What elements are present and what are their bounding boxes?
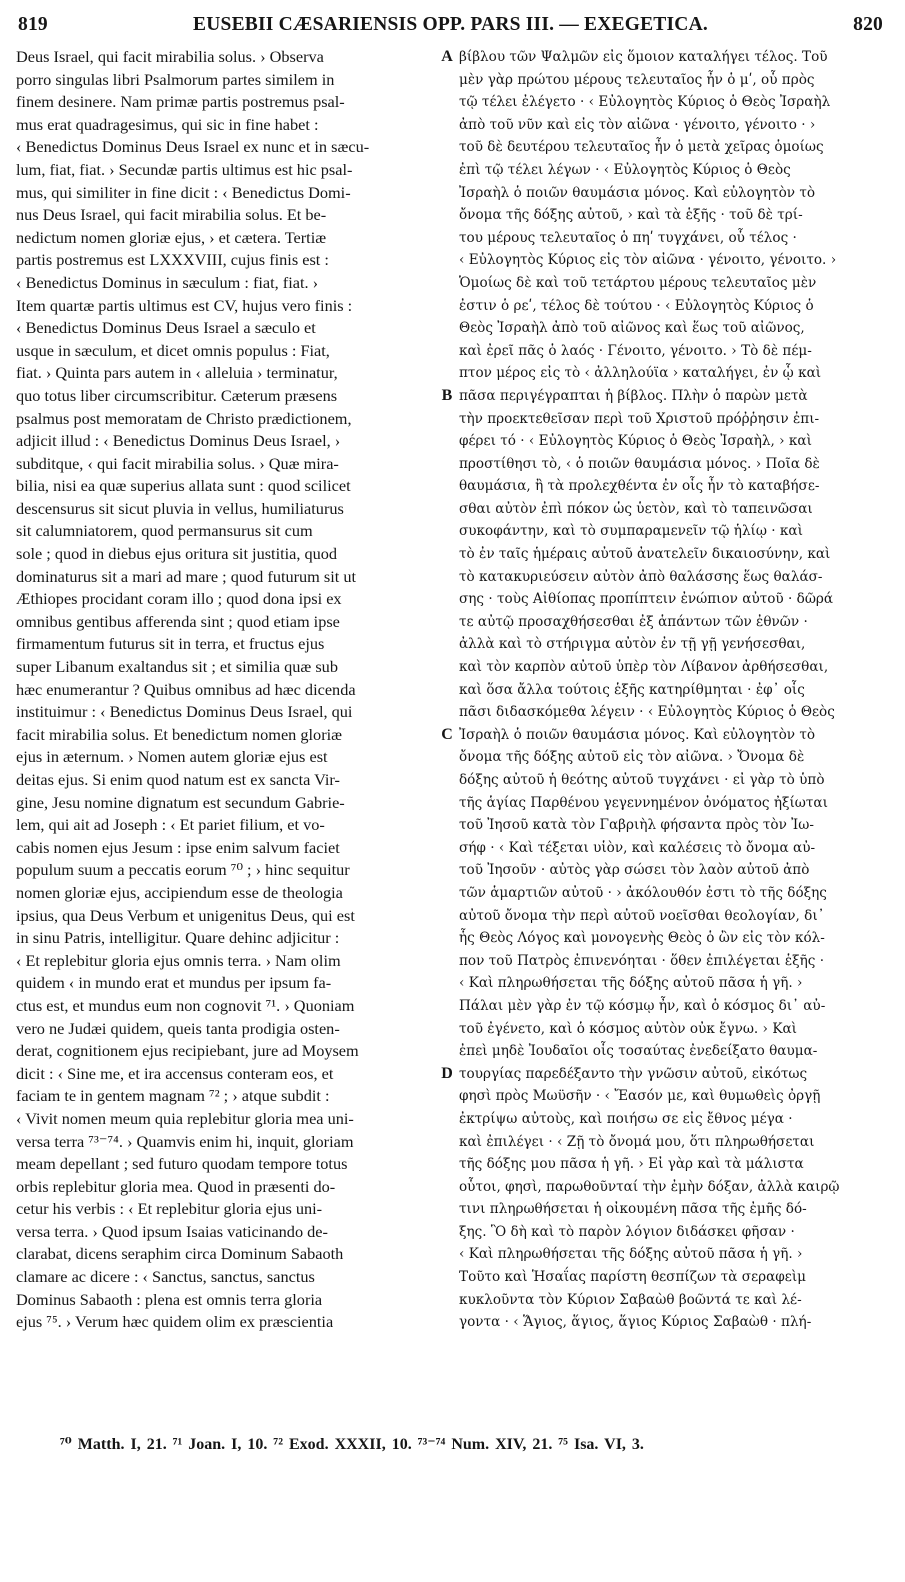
greek-text-line: ἐκτρίψω αὐτοὺς, καὶ ποιήσω σε εἰς ἔθνος μέγα · (459, 1110, 793, 1127)
latin-text-line: orbis replebitur gloria mea. Quod in præsenti do- (16, 1176, 336, 1196)
latin-text-line: ‹ Benedictus Dominus Deus Israel ex nunc et in sæcu- (16, 137, 370, 157)
latin-text-line: dicit : ‹ Sine me, et ira accensus conteram eos, et (16, 1063, 334, 1083)
section-marker: C (441, 726, 453, 743)
latin-text-line: meam depellant ; sed futuro quodam tempore totus (16, 1154, 348, 1174)
greek-text-line: καὶ ἐρεῖ πᾶς ὁ λαός · Γένοιτο, γένοιτο. › Τὸ δὲ πέμ- (459, 342, 812, 359)
latin-text-line: adjicit illud : ‹ Benedictus Dominus Deus Israel, › (16, 431, 341, 451)
latin-text-line: Item quartæ partis ultimus est CV, hujus vero finis : (16, 295, 353, 315)
greek-text-line: καὶ ἐπιλέγει · ‹ Ζῇ τὸ ὄνομά μου, ὅτι πληρωθήσεται (459, 1133, 815, 1150)
greek-text-line: ξης. Ὃ δὴ καὶ τὸ παρὸν λόγιον διδάσκει φῆσαν · (459, 1223, 795, 1240)
greek-text-line: σης · τοὺς Αἰθίοπας προπίπτειν ἐνώπιον αὐτοῦ · δῶρά (459, 591, 834, 608)
greek-text-line: προστίθησι τὸ, ‹ ὁ ποιῶν θαυμάσια μόνος. › Ποῖα δὲ (459, 455, 820, 472)
latin-text-line: porro singulas libri Psalmorum partes similem in (16, 69, 335, 89)
latin-text-line: lem, qui ait ad Joseph : ‹ Et pariet filium, et vo- (16, 815, 325, 835)
latin-text-line: lum, fiat, fiat. › Secundæ partis ultimus est hic psal- (16, 159, 353, 179)
greek-text-line: Ἰσραὴλ ὁ ποιῶν θαυμάσια μόνος. Καὶ εὐλογητὸν τὸ (459, 184, 816, 201)
latin-text-line: usque in sæculum, et dicet omnis populus : Fiat, (16, 340, 330, 360)
latin-text-line: subditque, ‹ qui facit mirabilia solus. › Quæ mira- (16, 453, 339, 473)
latin-text-line: bilia, nisi ea quæ superius allata sunt : quod scilicet (16, 476, 351, 496)
greek-text-line: συκοφάντην, καὶ τὸ συμπαραμενεῖν τῷ ἡλίῳ · καὶ (459, 523, 803, 540)
greek-text-line: αὐτοῦ ὄνομα τὴν περὶ αὐτοῦ νοεῖσθαι θεολογίαν, δι᾽ (459, 907, 825, 924)
greek-text-line: ἀλλὰ καὶ τὸ στήριγμα αὐτὸν ἐν τῇ γῇ γενήσεσθαι, (459, 636, 806, 653)
section-marker: A (441, 48, 453, 65)
greek-text-line: ἧς Θεὸς Λόγος καὶ μονογενὴς Θεὸς ὁ ὢν εἰς τὸν κόλ- (459, 930, 825, 947)
latin-text-line: instituimur : ‹ Benedictus Dominus Deus Israel, qui (16, 702, 353, 722)
latin-text-line: descensurus sit sicut pluvia in vellus, humiliaturus (16, 498, 344, 518)
latin-text-line: mus erat quadragesimus, qui sic in fine habet : (16, 114, 319, 134)
greek-text-line: ἐπεὶ μηδὲ Ἰουδαῖοι οἷς τοσαύτας ἐνεδείξατο θαυμα- (459, 1043, 818, 1060)
greek-text-line: Ὁμοίως δὲ καὶ τοῦ τετάρτου μέρους τελευταῖος μὲν (459, 274, 817, 291)
section-marker: B (441, 387, 453, 404)
greek-text-line: ‹ Καὶ πληρωθήσεται τῆς δόξης αὐτοῦ πᾶσα ἡ γῆ. › (459, 975, 803, 992)
greek-text-line: τῆς δόξης μου πᾶσα ἡ γῆ. › Εἰ γὰρ καὶ τὰ μάλιστα (459, 1156, 804, 1173)
greek-text-line: τινι πληρωθήσεται ἡ οἰκουμένη πᾶσα τῆς ἐμῆς δό- (459, 1201, 807, 1218)
latin-text-line: gine, Jesu nomine dignatum est secundum Gabrie- (16, 792, 345, 812)
latin-text-line: nus Deus Israel, qui facit mirabilia solus. Et be- (16, 205, 327, 225)
latin-text-line: ‹ Vivit nomen meum quia replebitur gloria mea uni- (16, 1108, 354, 1128)
latin-text-line: nomen gloriæ ejus, accipiendum esse de theologia (16, 882, 343, 902)
greek-text-line: οὗτοι, φησὶ, παρωθοῦνταί τὴν ἐμὴν δόξαν, ἀλλὰ καιρῷ (459, 1178, 840, 1195)
greek-text-line: μὲν γὰρ πρώτου μέρους τελευταῖος ἦν ὁ μʹ, οὗ πρὸς (459, 71, 815, 88)
latin-text-line: in sinu Patris, intelligitur. Quare dehinc adjicitur : (16, 928, 340, 948)
greek-text-line: καὶ τὸν καρπὸν αὐτοῦ ὑπὲρ τὸν Λίβανον ἀρθήσεσθαι, (459, 659, 829, 676)
greek-text-line: Θεὸς Ἰσραὴλ ἀπὸ τοῦ αἰῶνος καὶ ἕως τοῦ αἰῶνος, (459, 320, 805, 337)
latin-text-line: versa terra. › Quod ipsum Isaias vaticinando de- (16, 1221, 328, 1241)
latin-text-line: nedictum nomen gloriæ ejus, › et cætera. Tertiæ (16, 227, 327, 247)
latin-text-line: Dominus Sabaoth : plena est omnis terra gloria (16, 1289, 323, 1309)
latin-column (16, 46, 436, 1334)
greek-text-line: φησὶ πρὸς Μωϋσῆν · ‹ Ἔασόν με, καὶ θυμωθεὶς ὀργῇ (459, 1088, 821, 1105)
latin-text-line: ‹ Benedictus Dominus Deus Israel a sæculo et (16, 318, 316, 338)
footnotes: ⁷⁰ Matth. I, 21. ⁷¹ Joan. I, 10. ⁷² Exod. XXXII, 10. ⁷³⁻⁷⁴ Num. XIV, 21. ⁷⁵ Isa. VI, 3. (60, 1436, 644, 1453)
greek-text-line: φέρει τό · ‹ Εὐλογητὸς Κύριος ὁ Θεὸς Ἰσραὴλ, › καὶ (459, 433, 812, 450)
greek-text-line: τοῦ Ἰησοῦ κατὰ τὸν Γαβριὴλ φήσαντα πρὸς τὸν Ἰω- (459, 817, 814, 834)
greek-text-line: ‹ Καὶ πληρωθήσεται τῆς δόξης αὐτοῦ πᾶσα ἡ γῆ. › (459, 1246, 803, 1263)
latin-text-line: ejus in æternum. › Nomen autem gloriæ ejus est (16, 747, 328, 767)
latin-text-line: ctus est, et mundus eum non cognovit ⁷¹. › Quoniam (16, 995, 355, 1015)
latin-text-line: ‹ Benedictus Dominus in sæculum : fiat, fiat. › (16, 272, 319, 292)
latin-text-line: cabis nomen ejus Jesum : ipse enim salvum faciet (16, 837, 340, 857)
greek-text-line: ὄνομα τῆς δόξης αὐτοῦ, › καὶ τὰ ἑξῆς · τοῦ δὲ τρί- (459, 207, 803, 224)
greek-text-line: πτον μέρος εἰς τὸ ‹ ἀλληλούϊα › καταλήγει, ἐν ᾧ καὶ (459, 365, 822, 382)
greek-text-line: ‹ Εὐλογητὸς Κύριος εἰς τὸν αἰῶνα · γένοιτο, γένοιτο. › (459, 252, 837, 269)
latin-text-line: Deus Israel, qui facit mirabilia solus. › Observa (16, 47, 324, 66)
greek-text-line: τῶν ἁμαρτιῶν αὐτοῦ · › ἀκόλουθόν ἐστι τὸ τῆς δόξης (459, 884, 827, 901)
greek-text-line: ἐστιν ὁ ρεʹ, τέλος δὲ τούτου · ‹ Εὐλογητὸς Κύριος ὁ (459, 297, 814, 314)
greek-text-line: ὄνομα τῆς δόξης αὐτοῦ εἰς τὸν αἰῶνα. › Ὄνομα δὲ (459, 749, 805, 766)
greek-text-line: πον τοῦ Πατρὸς ἐπινενόηται · ὅθεν ἐπιλέγεται ἑξῆς · (459, 952, 825, 969)
latin-text-line: firmamentum futurus sit in terra, et fructus ejus (16, 634, 325, 654)
greek-text-line: τουργίας παρεδέξαντο τὴν γνῶσιν αὐτοῦ, εἰκότως (459, 1065, 808, 1082)
latin-text-line: psalmus post memoratam de Christo prædictionem, (16, 408, 352, 428)
latin-text-line: ejus ⁷⁵. › Verum hæc quidem olim ex præscientia (16, 1312, 334, 1332)
greek-text-line: τοῦ ἐγένετο, καὶ ὁ κόσμος αὐτὸν οὐκ ἔγνω. › Καὶ (459, 1020, 797, 1037)
greek-text-line: του μέρους τελευταῖος ὁ πηʹ τυγχάνει, οὗ τέλος · (459, 229, 797, 246)
latin-text-line: dominaturus sit a mari ad mare ; quod futurum sit ut (16, 566, 357, 586)
greek-text-line: τε αὐτῷ προσαχθήσεσθαι ἐξ ἁπάντων τῶν ἐθνῶν · (459, 613, 808, 630)
latin-text-line: Æthiopes procidant coram illo ; quod dona ipsi ex (16, 589, 342, 609)
latin-text-line: ipsius, qua Deus Verbum et unigenitus Deus, qui est (16, 905, 355, 925)
latin-text-line: facit mirabilia solus. Et benedictum nomen gloriæ (16, 724, 343, 744)
running-title: EUSEBII CÆSARIENSIS OPP. PARS III. — EXEGETICA. (193, 14, 708, 35)
greek-text-line: Τοῦτο καὶ Ἡσαΐας παρίστη θεσπίζων τὰ σεραφεὶμ (459, 1269, 807, 1286)
greek-text-line: Ἰσραὴλ ὁ ποιῶν θαυμάσια μόνος. Καὶ εὐλογητὸν τὸ (459, 726, 816, 743)
latin-text-line: derat, cognitionem ejus recipiebant, jure ad Moysem (16, 1041, 359, 1061)
latin-text-line: fiat. › Quinta pars autem in ‹ alleluia › terminatur, (16, 363, 338, 383)
latin-text-line: ‹ Et replebitur gloria ejus omnis terra. › Nam olim (16, 950, 341, 970)
running-header (18, 14, 883, 40)
greek-text-line: τῆς ἁγίας Παρθένου γεγεννημένον ὀνόματος ἠξίωται (459, 794, 828, 811)
greek-text-line: γοντα · ‹ Ἅγιος, ἅγιος, ἅγιος Κύριος Σαβαὼθ · πλή- (459, 1314, 812, 1331)
greek-text-line: τοῦ δὲ δευτέρου τελευταῖος ἦν ὁ μετὰ χεῖρας ὁμοίως (459, 139, 824, 156)
latin-text-line: quidem ‹ in mundo erat et mundus per ipsum fa- (16, 973, 332, 993)
latin-text-line: finem desinere. Nam primæ partis postremus psal- (16, 92, 345, 112)
latin-text-line: super Libanum exaltandus sit ; et similia quæ sub (16, 657, 338, 677)
greek-text-line: θαυμάσια, ἢ τὰ προλεχθέντα ἐν οἷς ἦν τὸ καταβήσε- (459, 478, 820, 495)
greek-text-line: καὶ ὅσα ἄλλα τούτοις ἑξῆς κατηρίθμηται · ἐφ᾽ οἷς (459, 681, 805, 698)
greek-text-line: τὸ ἐν ταῖς ἡμέραις αὐτοῦ ἀνατελεῖν δικαιοσύνην, καὶ (459, 546, 831, 563)
latin-text-line: deitas ejus. Si enim quod natum est ex sancta Vir- (16, 770, 340, 789)
latin-text-line: hæc enumerantur ? Quibus omnibus ad hæc dicenda (16, 679, 356, 699)
latin-text-line: sit calumniatorem, quod permansurus sit cum (16, 521, 313, 541)
greek-column (459, 46, 879, 1334)
latin-text-line: sole ; quod in diebus ejus oritura sit justitia, quod (16, 544, 338, 564)
greek-text-line: τῷ τέλει ἐλέγετο · ‹ Εὐλογητὸς Κύριος ὁ Θεὸς Ἰσραὴλ (459, 94, 831, 111)
greek-text-line: βίβλου τῶν Ψαλμῶν εἰς ὅμοιον καταλήγει τέλος. Τοῦ (459, 49, 828, 65)
greek-text-line: Πάλαι μὲν γὰρ ἐν τῷ κόσμῳ ἦν, καὶ ὁ κόσμος δι᾽ αὐ- (459, 997, 826, 1014)
greek-text-line: κυκλοῦντα τὸν Κύριον Σαβαὼθ βοῶντά τε καὶ λέ- (459, 1291, 802, 1308)
latin-text-line: cetur his verbis : ‹ Et replebitur gloria ejus uni- (16, 1199, 323, 1219)
latin-text-line: versa terra ⁷³⁻⁷⁴. › Quamvis enim hi, inquit, gloriam (16, 1131, 354, 1151)
latin-text-line: clamare ac dicere : ‹ Sanctus, sanctus, sanctus (16, 1267, 315, 1287)
latin-text-line: faciam te in gentem magnam ⁷² ; › atque subdit : (16, 1086, 330, 1106)
greek-text-line: τὴν προεκτεθεῖσαν περὶ τοῦ Χριστοῦ πρόῤῥησιν ἐπι- (459, 410, 820, 427)
greek-text-line: πᾶσα περιγέγραπται ἡ βίβλος. Πλὴν ὁ παρὼν μετὰ (459, 387, 808, 404)
page-number-left: 819 (18, 14, 48, 35)
page-number-right: 820 (853, 14, 883, 35)
greek-text-line: δόξης αὐτοῦ ἡ θεότης αὐτοῦ τυγχάνει · εἰ γὰρ τὸ ὑπὸ (459, 772, 825, 788)
latin-text-line: mus, qui similiter in fine dicit : ‹ Benedictus Domi- (16, 182, 351, 202)
greek-text-line: ἀπὸ τοῦ νῦν καὶ εἰς τὸν αἰῶνα · γένοιτο, γένοιτο · › (459, 116, 816, 133)
greek-text-line: ἐπὶ τῷ τέλει λέγων · ‹ Εὐλογητὸς Κύριος ὁ Θεὸς (459, 161, 791, 178)
greek-text-line: τοῦ Ἰησοῦν · αὐτὸς γὰρ σώσει τὸν λαὸν αὐτοῦ ἀπὸ (459, 862, 810, 879)
greek-text-line: σθαι αὐτὸν ἐπὶ πόκον ὡς ὑετὸν, καὶ τὸ ταπεινῶσαι (459, 500, 813, 517)
latin-text-line: omnibus gentibus afferenda sint ; quod etiam ipse (16, 611, 340, 631)
latin-text-line: partis postremus est LXXXVIII, cujus finis est : (16, 250, 329, 270)
greek-text-line: σήφ · ‹ Καὶ τέξεται υἱὸν, καὶ καλέσεις τὸ ὄνομα αὐ- (459, 839, 816, 856)
latin-text-line: vero ne Judæi quidem, queis tanta prodigia osten- (16, 1018, 340, 1038)
greek-text-line: τὸ κατακυριεύσειν αὐτὸν ἀπὸ θαλάσσης ἕως θαλάσ- (459, 568, 823, 585)
latin-text-line: quo totus liber circumscribitur. Cæterum præsens (16, 385, 338, 405)
greek-text-line: πᾶσι διδασκόμεθα λέγειν · ‹ Εὐλογητὸς Κύριος ὁ Θεὸς (459, 704, 835, 721)
section-marker: D (441, 1065, 453, 1082)
latin-text-line: populum suum a peccatis eorum ⁷⁰ ; › hinc sequitur (16, 860, 350, 880)
latin-text-line: clarabat, dicens seraphim circa Dominum Sabaoth (16, 1244, 344, 1264)
